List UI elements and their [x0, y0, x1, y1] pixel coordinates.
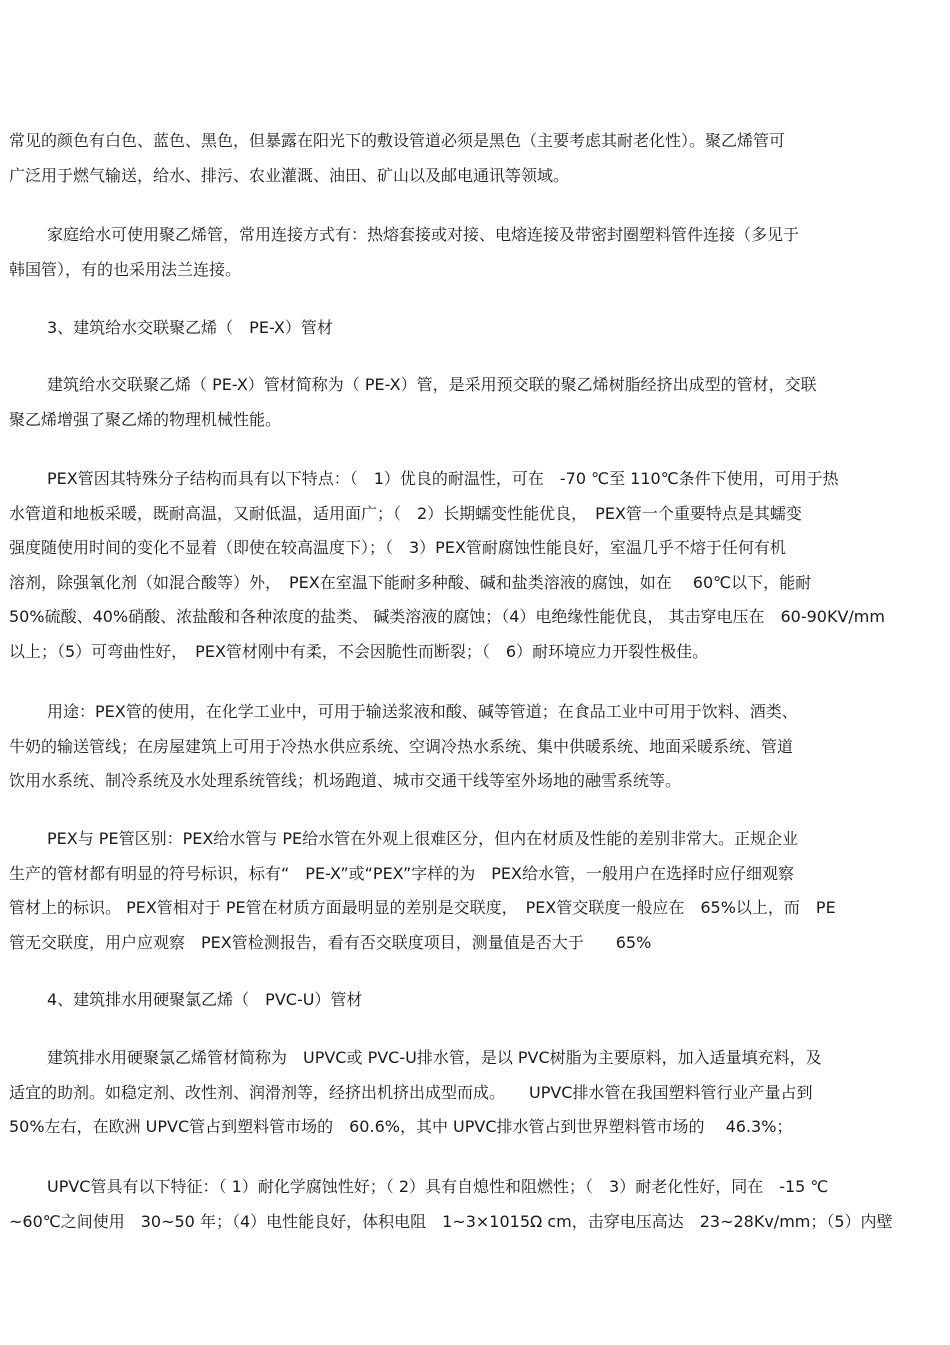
text-line: 建筑排水用硬聚氯乙烯管材简称为 UPVC或 PVC-U排水管，是以 PVC树脂为主要原料，加入适量填充料，及: [47, 1048, 822, 1067]
text-line: 管材上的标识。 PEX管相对于 PE管在材质方面最明显的差别是交联度， PEX管交联度一般应在 65%以上，而 PE: [9, 898, 836, 917]
text-line: UPVC管具有以下特征：（ 1）耐化学腐蚀性好；（ 2）具有自熄性和阻燃性；（ 3）耐老化性好，同在 -15 ℃: [47, 1177, 829, 1196]
text-line: 强度随使用时间的变化不显着（即使在较高温度下）；（ 3）PEX管耐腐蚀性能良好，室温几乎不熔于任何有机: [9, 538, 786, 557]
paragraph-home-water-supply: [9, 218, 945, 287]
text-line: 4、建筑排水用硬聚氯乙烯（ PVC-U）管材: [47, 990, 363, 1009]
paragraph-pvc-u-intro: [9, 1041, 945, 1145]
text-line: PEX与 PE管区别：PEX给水管与 PE给水管在外观上很难区分，但内在材质及性能的差别非常大。正规企业: [47, 829, 799, 848]
text-line: PEX管因其特殊分子结构而具有以下特点：（ 1）优良的耐温性，可在 -70 ℃至 110℃条件下使用，可用于热: [47, 469, 839, 488]
text-line: 牛奶的输送管线；在房屋建筑上可用于冷热水供应系统、空调冷热水系统、集中供暖系统、地面采暖系统、管道: [9, 736, 794, 756]
paragraph-pex-uses: [9, 695, 945, 799]
text-line: 广泛用于燃气输送，给水、排污、农业灌溉、油田、矿山以及邮电通讯等领域。: [9, 165, 570, 185]
text-line: 适宜的助剂。如稳定剂、改性剂、润滑剂等，经挤出机挤出成型而成。 UPVC排水管在我国塑料管行业产量占到: [9, 1082, 813, 1102]
section-heading-pvc-u: [9, 983, 945, 1018]
paragraph-pe-colors: [9, 124, 945, 193]
text-line: 韩国管），有的也采用法兰连接。: [9, 259, 242, 279]
text-line: 家庭给水可使用聚乙烯管，常用连接方式有：热熔套接或对接、电熔连接及带密封圈塑料管件连接（多见于: [47, 225, 800, 244]
text-line: 溶剂，除强氧化剂（如混合酸等）外， PEX在室温下能耐多种酸、碱和盐类溶液的腐蚀，如在 60℃以下，能耐: [9, 572, 812, 592]
text-line: 3、建筑给水交联聚乙烯（ PE-X）管材: [47, 318, 333, 337]
text-line: ~60℃之间使用 30~50 年；（4）电性能良好，体积电阻 1~3×1015Ω cm，击穿电压高达 23~28Kv/mm；（5）内壁: [9, 1211, 893, 1231]
paragraph-pex-vs-pe: [9, 822, 945, 960]
text-line: 用途：PEX管的使用，在化学工业中，可用于输送浆液和酸、碱等管道；在食品工业中可用于饮料、酒类、: [47, 702, 798, 721]
text-line: 常见的颜色有白色、蓝色、黑色，但暴露在阳光下的敷设管道必须是黑色（主要考虑其耐老化性）。聚乙烯管可: [9, 131, 786, 150]
text-line: 管无交联度，用户应观察 PEX管检测报告，看有否交联度项目，测量值是否大于 65%: [9, 932, 652, 952]
paragraph-upvc-features: [9, 1170, 945, 1239]
text-line: 聚乙烯增强了聚乙烯的物理机械性能。: [9, 409, 282, 429]
text-line: 50%左右，在欧洲 UPVC管占到塑料管市场的 60.6%，其中 UPVC排水管占到世界塑料管市场的 46.3%；: [9, 1117, 793, 1136]
text-line: 50%硫酸、40%硝酸、浓盐酸和各种浓度的盐类、 碱类溶液的腐蚀；（4）电绝缘性能优良， 其击穿电压在 60-90KV/mm: [9, 607, 885, 626]
paragraph-pe-x-intro: [9, 368, 945, 437]
text-line: 建筑给水交联聚乙烯（ PE-X）管材简称为（ PE-X）管，是采用预交联的聚乙烯树脂经挤出成型的管材，交联: [47, 375, 817, 394]
paragraph-pex-features: [9, 462, 945, 669]
text-line: 饮用水系统、制冷系统及水处理系统管线；机场跑道、城市交通干线等室外场地的融雪系统等。: [9, 771, 682, 790]
section-heading-pe-x: [9, 311, 945, 346]
text-line: 水管道和地板采暖，既耐高温，又耐低温，适用面广；（ 2）长期蠕变性能优良， PEX管一个重要特点是其蠕变: [9, 503, 802, 523]
text-line: 以上；（5）可弯曲性好， PEX管材刚中有柔，不会因脆性而断裂；（ 6）耐环境应力开裂性极佳。: [9, 641, 709, 661]
text-line: 生产的管材都有明显的符号标识，标有“ PE-X”或“PEX”字样的为 PEX给水管，一般用户在选择时应仔细观察: [9, 863, 794, 883]
